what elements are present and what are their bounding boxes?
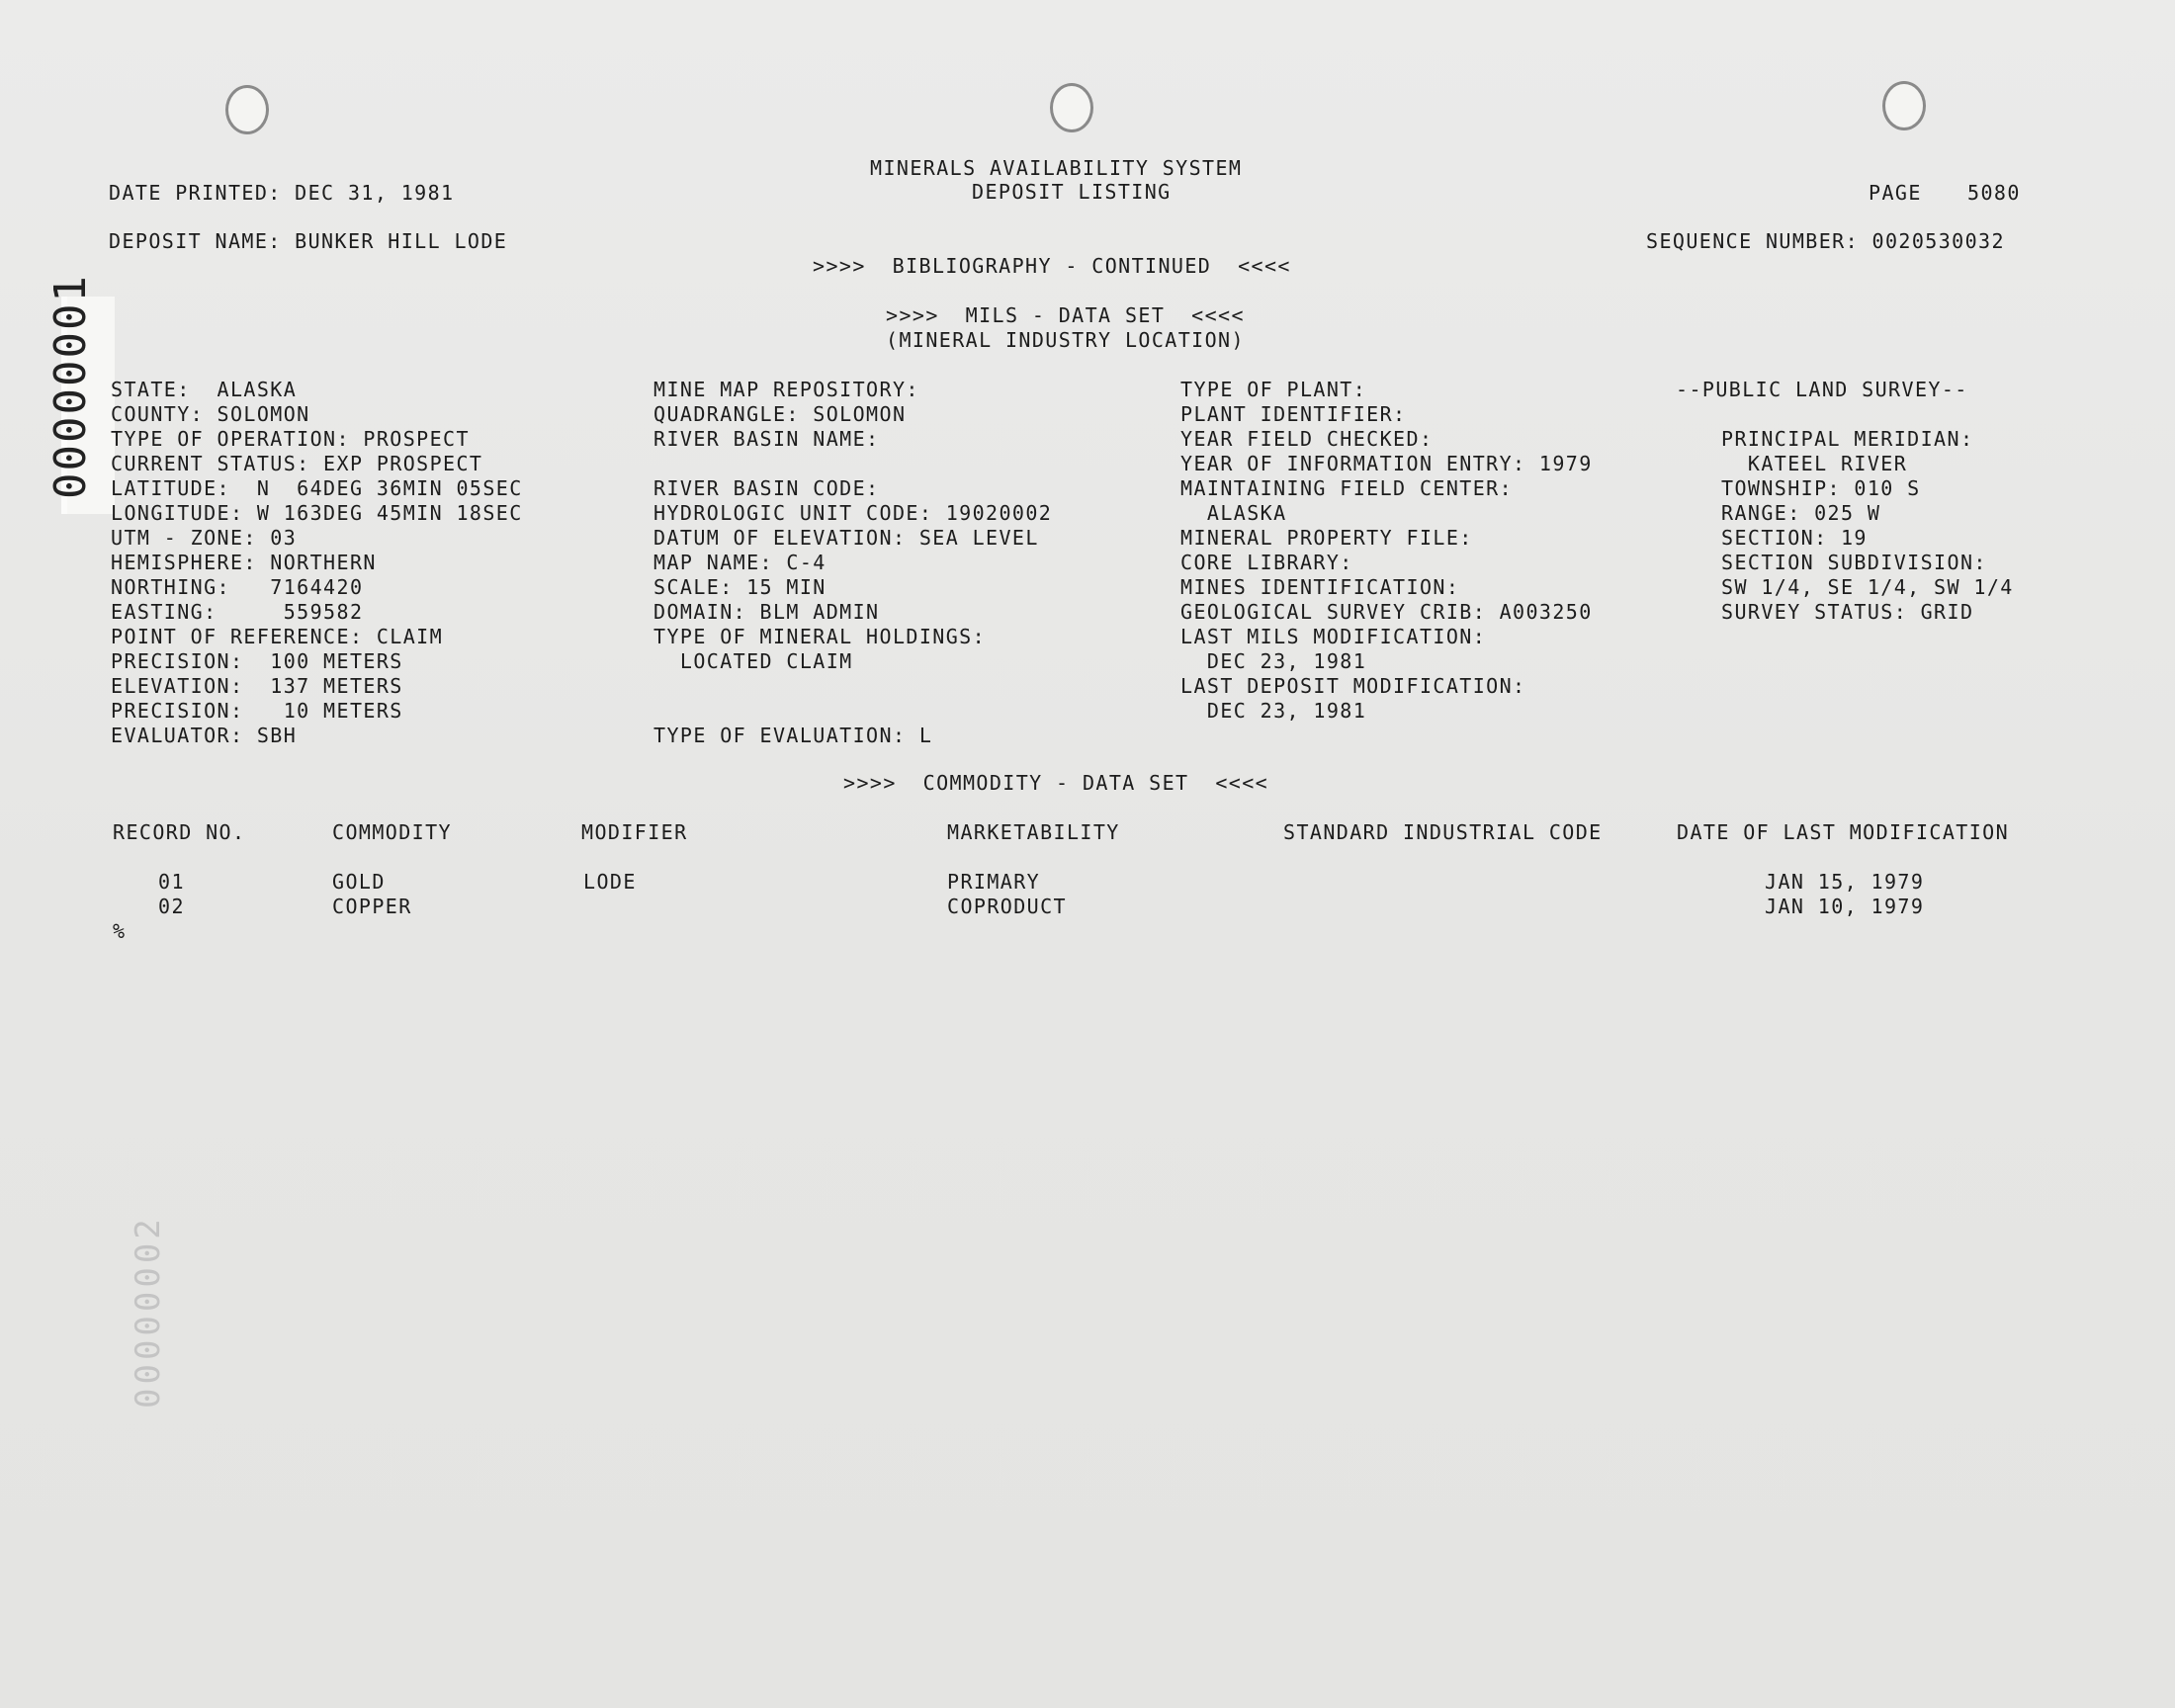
field-line: POINT OF REFERENCE: CLAIM bbox=[111, 625, 444, 648]
field-line: MINERAL PROPERTY FILE: bbox=[1180, 526, 1473, 550]
field-line: TYPE OF PLANT: bbox=[1180, 378, 1367, 401]
field-line: LOCATED CLAIM bbox=[653, 649, 853, 673]
field-line: SECTION: 19 bbox=[1721, 526, 1868, 550]
field-line: DEC 23, 1981 bbox=[1180, 699, 1367, 723]
field-line: RIVER BASIN NAME: bbox=[653, 427, 880, 451]
field-line: SCALE: 15 MIN bbox=[653, 575, 826, 599]
field-line: TYPE OF EVALUATION: L bbox=[653, 724, 933, 747]
field-line: HYDROLOGIC UNIT CODE: 19020002 bbox=[653, 501, 1053, 525]
field-line: COUNTY: SOLOMON bbox=[111, 402, 310, 426]
field-line: DATUM OF ELEVATION: SEA LEVEL bbox=[653, 526, 1039, 550]
field-line: TYPE OF MINERAL HOLDINGS: bbox=[653, 625, 987, 648]
field-line: SURVEY STATUS: GRID bbox=[1721, 600, 1974, 624]
land-survey-column bbox=[1676, 378, 2014, 625]
field-line: LATITUDE: N 64DEG 36MIN 05SEC bbox=[111, 476, 523, 500]
cell-modifier: LODE bbox=[583, 870, 637, 894]
field-line bbox=[653, 674, 1052, 699]
field-line: EASTING: 559582 bbox=[111, 600, 364, 624]
field-line: MINE MAP REPOSITORY: bbox=[653, 378, 919, 401]
field-line: HEMISPHERE: NORTHERN bbox=[111, 551, 377, 574]
field-line: QUADRANGLE: SOLOMON bbox=[653, 402, 907, 426]
field-line: TYPE OF OPERATION: PROSPECT bbox=[111, 427, 470, 451]
field-line: SW 1/4, SE 1/4, SW 1/4 bbox=[1721, 575, 2014, 599]
field-line bbox=[1676, 402, 2014, 427]
col-header-sic: STANDARD INDUSTRIAL CODE bbox=[1283, 820, 1603, 844]
field-line: ELEVATION: 137 METERS bbox=[111, 674, 403, 698]
cell-marketability: PRIMARY bbox=[947, 870, 1041, 894]
field-line: MAP NAME: C-4 bbox=[653, 551, 826, 574]
field-line: MINES IDENTIFICATION: bbox=[1180, 575, 1460, 599]
col-header-date: DATE OF LAST MODIFICATION bbox=[1677, 820, 2010, 844]
bibliography-banner: >>>> BIBLIOGRAPHY - CONTINUED <<<< bbox=[813, 254, 1291, 278]
field-line: LAST DEPOSIT MODIFICATION: bbox=[1180, 674, 1526, 698]
field-line: STATE: ALASKA bbox=[111, 378, 298, 401]
field-line: SECTION SUBDIVISION: bbox=[1721, 551, 1987, 574]
cell-commodity: COPPER bbox=[332, 895, 412, 918]
field-line: YEAR OF INFORMATION ENTRY: 1979 bbox=[1180, 452, 1593, 475]
field-line: GEOLOGICAL SURVEY CRIB: A003250 bbox=[1180, 600, 1593, 624]
field-line: PRINCIPAL MERIDIAN: bbox=[1721, 427, 1974, 451]
deposit-name: DEPOSIT NAME: BUNKER HILL LODE bbox=[109, 229, 508, 253]
mils-subtitle: (MINERAL INDUSTRY LOCATION) bbox=[886, 328, 1245, 352]
field-line: UTM - ZONE: 03 bbox=[111, 526, 298, 550]
date-printed: DATE PRINTED: DEC 31, 1981 bbox=[109, 181, 455, 205]
col-header-record: RECORD NO. bbox=[113, 820, 246, 844]
listing-title: DEPOSIT LISTING bbox=[972, 180, 1172, 204]
cell-record: 02 bbox=[158, 895, 185, 918]
cell-date: JAN 15, 1979 bbox=[1765, 870, 1925, 894]
field-line bbox=[653, 699, 1052, 724]
end-of-record-marker: % bbox=[113, 919, 127, 943]
system-title: MINERALS AVAILABILITY SYSTEM bbox=[870, 156, 1243, 180]
page-number: 5080 bbox=[1967, 181, 2021, 205]
commodity-table-header bbox=[0, 820, 2175, 845]
field-line: ALASKA bbox=[1180, 501, 1287, 525]
field-line bbox=[653, 452, 1052, 476]
col-header-marketability: MARKETABILITY bbox=[947, 820, 1120, 844]
cell-record: 01 bbox=[158, 870, 185, 894]
field-line: PLANT IDENTIFIER: bbox=[1180, 402, 1407, 426]
field-line: LONGITUDE: W 163DEG 45MIN 18SEC bbox=[111, 501, 523, 525]
field-line: EVALUATOR: SBH bbox=[111, 724, 298, 747]
field-line: PRECISION: 10 METERS bbox=[111, 699, 403, 723]
table-row bbox=[0, 870, 2175, 895]
field-line: MAINTAINING FIELD CENTER: bbox=[1180, 476, 1514, 500]
field-line: CORE LIBRARY: bbox=[1180, 551, 1353, 574]
field-line: DEC 23, 1981 bbox=[1180, 649, 1367, 673]
punch-hole-right bbox=[1882, 81, 1926, 130]
field-line: RIVER BASIN CODE: bbox=[653, 476, 880, 500]
col-header-commodity: COMMODITY bbox=[332, 820, 452, 844]
table-row bbox=[0, 895, 2175, 919]
field-line: CURRENT STATUS: EXP PROSPECT bbox=[111, 452, 483, 475]
field-line: KATEEL RIVER bbox=[1721, 452, 1908, 475]
mils-banner: >>>> MILS - DATA SET <<<< bbox=[886, 303, 1245, 327]
col-header-modifier: MODIFIER bbox=[581, 820, 688, 844]
field-line: NORTHING: 7164420 bbox=[111, 575, 364, 599]
faint-frame-number: 00000002 bbox=[129, 1215, 168, 1409]
commodity-banner: >>>> COMMODITY - DATA SET <<<< bbox=[843, 771, 1269, 795]
film-frame-number: 00000001 bbox=[45, 274, 96, 499]
sequence-number: SEQUENCE NUMBER: 0020530032 bbox=[1646, 229, 2005, 253]
cell-commodity: GOLD bbox=[332, 870, 386, 894]
mine-map-column bbox=[653, 378, 1052, 748]
field-line: TOWNSHIP: 010 S bbox=[1721, 476, 1921, 500]
field-line: YEAR FIELD CHECKED: bbox=[1180, 427, 1434, 451]
page-label: PAGE bbox=[1869, 181, 1922, 205]
field-line: LAST MILS MODIFICATION: bbox=[1180, 625, 1487, 648]
punch-hole-left bbox=[225, 85, 269, 134]
field-line: RANGE: 025 W bbox=[1721, 501, 1881, 525]
cell-marketability: COPRODUCT bbox=[947, 895, 1067, 918]
cell-date: JAN 10, 1979 bbox=[1765, 895, 1925, 918]
field-line: --PUBLIC LAND SURVEY-- bbox=[1676, 378, 1968, 401]
field-line: DOMAIN: BLM ADMIN bbox=[653, 600, 880, 624]
plant-column bbox=[1180, 378, 1593, 724]
location-column bbox=[111, 378, 523, 748]
punch-hole-center bbox=[1050, 83, 1093, 132]
field-line: PRECISION: 100 METERS bbox=[111, 649, 403, 673]
